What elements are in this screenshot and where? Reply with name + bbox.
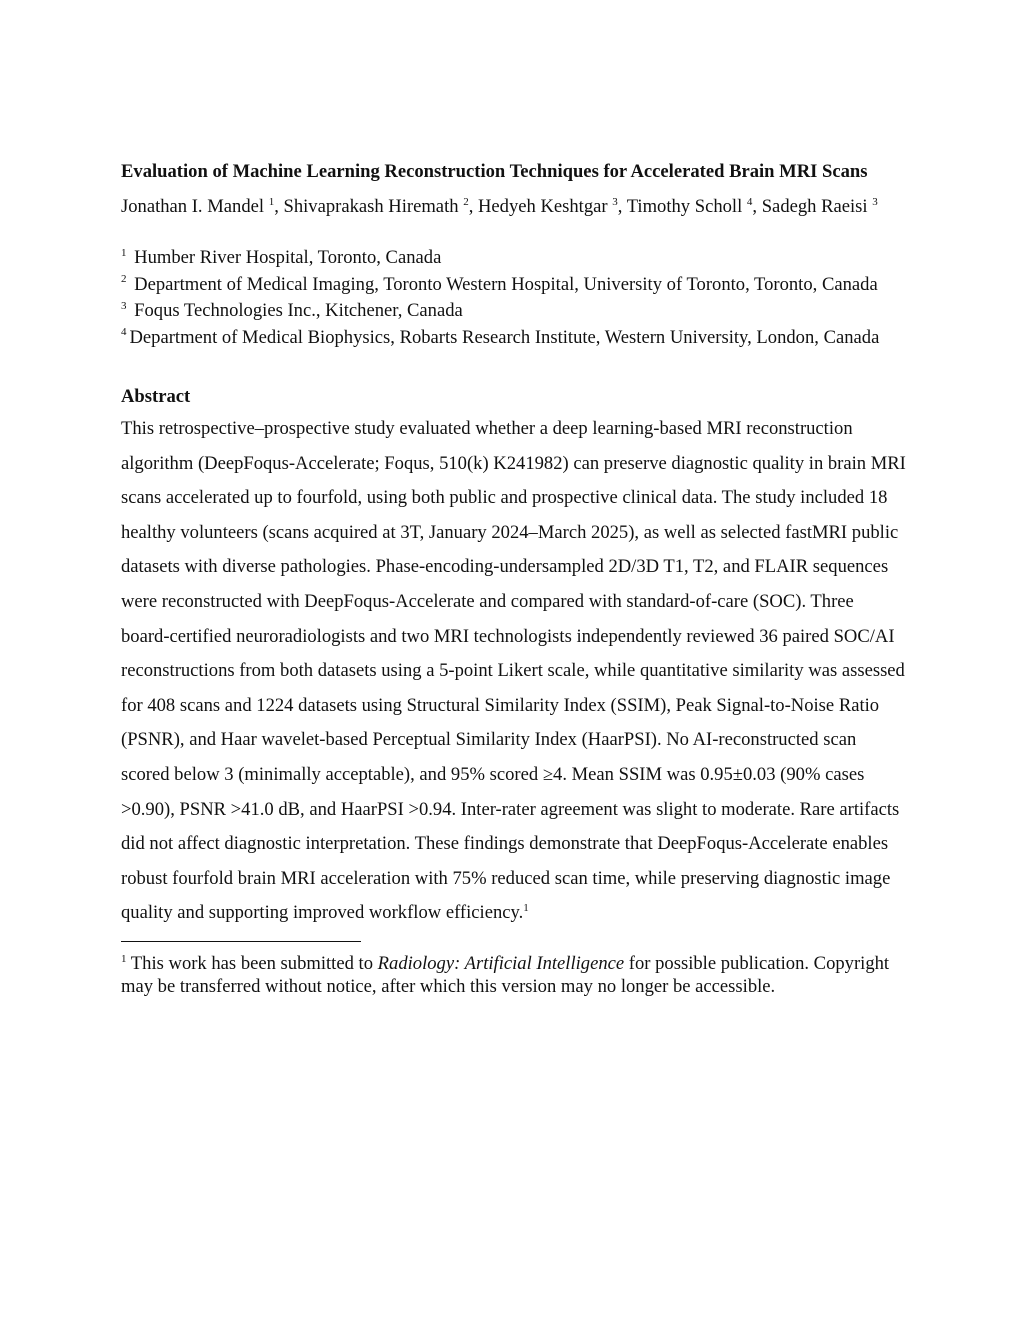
- author-affil-mark: 2: [463, 195, 469, 208]
- author-affil-mark: 3: [612, 195, 618, 208]
- affiliation-number: 1: [121, 246, 127, 259]
- footnote-divider: [121, 941, 361, 942]
- author-name: Shivaprakash Hiremath: [283, 196, 459, 217]
- affiliation-item: [121, 325, 906, 352]
- author-list: Jonathan I. Mandel $^1$, Shivaprakash Hiremath $^2$, Hedyeh Keshtgar $^3$, Timothy Scholl $^4$, Sadegh Raeisi $^3$: [121, 195, 878, 217]
- paper-page: [121, 158, 906, 999]
- author-name: Jonathan I. Mandel: [121, 196, 265, 217]
- author-name: Timothy Scholl: [626, 196, 743, 217]
- author-name: Hedyeh Keshtgar: [477, 196, 608, 217]
- abstract-body-text: This retrospective–prospective study evaluated whether a deep learning-based MRI reconstruction algorithm (DeepFoqus-Accelerate; Foqus, 510(k) K241982) can preserve diagnostic quality in brain MRI scans accelerated up to fourfold, using both public and prospective clinical data. The study included 18 healthy volunteers (scans acquired at 3T, January 2024–March 2025), as well as selected fastMRI public datasets with diverse pathologies. Phase-encoding-undersampled 2D/3D T1, T2, and FLAIR sequences were reconstructed with DeepFoqus-Accelerate and compared with standard-of-care (SOC). Three board-certified neuroradiologists and two MRI technologists independently reviewed 36 paired SOC/AI reconstructions from both datasets using a 5-point Likert scale, while quantitative similarity was assessed for 408 scans and 1224 datasets using Structural Similarity Index (SSIM), Peak Signal-to-Noise Ratio (PSNR), and Haar wavelet-based Perceptual Similarity Index (HaarPSI). No AI-reconstructed scan scored below 3 (minimally acceptable), and 95% scored ≥4. Mean SSIM was 0.95±0.03 (90% cases >0.90), PSNR >41.0 dB, and HaarPSI >0.94. Inter-rater agreement was slight to moderate. Rare artifacts did not affect diagnostic interpretation. These findings demonstrate that DeepFoqus-Accelerate enables robust fourfold brain MRI acceleration with 75% reduced scan time, while preserving diagnostic image quality and supporting improved workflow efficiency.: [121, 418, 906, 924]
- abstract-heading: Abstract: [121, 386, 191, 407]
- affiliation-text: Foqus Technologies Inc., Kitchener, Canada: [134, 300, 463, 321]
- footnote-journal: Radiology: Artificial Intelligence: [377, 952, 625, 974]
- affiliation-item: [121, 272, 906, 299]
- footnote-mark: 1: [121, 952, 127, 965]
- affiliation-number: 2: [121, 273, 127, 286]
- author-affil-mark: 4: [746, 195, 753, 208]
- author-affil-mark: 1: [268, 195, 275, 208]
- footnote: [121, 952, 906, 999]
- affiliation-item: [121, 245, 906, 272]
- affiliation-list: [121, 245, 906, 351]
- affiliation-item: [121, 298, 906, 325]
- affiliation-text: Department of Medical Biophysics, Robarts Research Institute, Western University, London, Canada: [129, 326, 880, 348]
- author-affil-mark: 3: [872, 195, 878, 208]
- affiliation-text: Department of Medical Imaging, Toronto Western Hospital, University of Toronto, Toronto, Canada: [134, 273, 878, 295]
- author-name: Sadegh Raeisi: [761, 196, 868, 217]
- footnote-text-before: This work has been submitted to: [126, 952, 378, 974]
- affiliation-text: Humber River Hospital, Toronto, Canada: [134, 247, 442, 268]
- affiliation-number: 4: [121, 326, 127, 339]
- footnote-text-after: for possible publication. Copyright may be transferred without notice, after which this version may no longer be accessible.: [121, 952, 890, 998]
- abstract-text: [121, 412, 906, 931]
- paper-title: Evaluation of Machine Learning Reconstruction Techniques for Accelerated Brain MRI Scans: [121, 161, 868, 182]
- affiliation-number: 3: [121, 299, 127, 312]
- footnote-reference: 1: [523, 902, 529, 915]
